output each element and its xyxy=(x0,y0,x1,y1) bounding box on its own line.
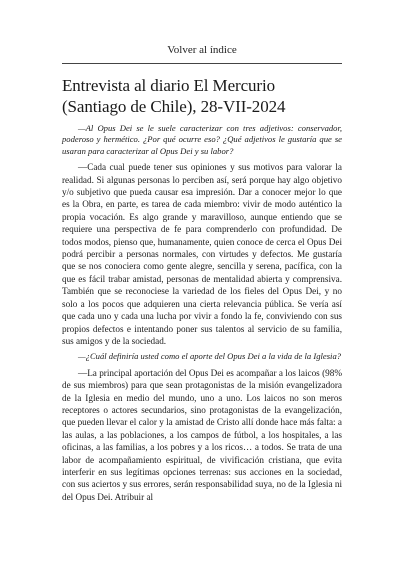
interview-question-1: —Al Opus Dei se le suele caracterizar con tres adjetivos: conservador, poderoso y hermético. ¿Por qué ocurre eso? ¿Qué adjetivos le gustaría que se usaran para caracterizar al Opus Dei y su labor? xyxy=(62,123,342,156)
header-divider xyxy=(62,63,342,64)
article-title: Entrevista al diario El Mercurio (Santiago de Chile), 28-VII-2024 xyxy=(62,76,286,116)
interview-question-2: —¿Cuál definiría usted como el aporte del Opus Dei a la vida de la Iglesia? xyxy=(78,351,342,362)
interview-answer-2: —La principal aportación del Opus Dei es acompañar a los laicos (98% de sus miembros) para que sean protagonistas de la misión evangelizadora de la Iglesia en medio del mundo, uno a uno. Los laicos no son meros receptores o actores secundarios, sino protagonistas de la evangelización, que pueden llevar el calor y la amistad de Cristo allí donde hace más falta: a las aulas, a las poblaciones, a los campos de fútbol, a los hospitales, a las oficinas, a las familias, a los pobres y a los ricos… a todos. Se trata de una labor de acompañamiento espiritual, de vivificación cristiana, que evita interferir en sus legítimas opciones terrenas: sus acciones en la sociedad, con sus aciertos y sus errores, serán responsabilidad suya, no de la Iglesia ni del Opus Dei. Atribuir al xyxy=(62,367,342,502)
back-to-index-link[interactable]: Volver al índice xyxy=(167,44,237,56)
interview-answer-1: —Cada cual puede tener sus opiniones y sus motivos para valorar la realidad. Si algunas personas lo perciben así, será porque hay algo objetivo y/o subjetivo que pueda causar esa impresión. Dar a conocer mejor lo que es la Obra, en parte, es tarea de cada miembro: vivir de modo auténtico la propia vocación. Es algo grande y maravilloso, aunque entiendo que se requiere una perspectiva de fe para comprenderlo con profundidad. De todos modos, pienso que, humanamente, quien conoce de cerca el Opus Dei podrá percibir a personas normales, con virtudes y defectos. Me gustaría que se nos conociera como gente alegre, sencilla y serena, pacífica, con la que es fácil trabar amistad, personas de mentalidad abierta y comprensiva. También que se reconociese la variedad de los fieles del Opus Dei, y no solo a los pocos que adquieren una cierta relevancia pública. Se vería así que cada uno y cada una lucha por vivir a fondo la fe, conviviendo con sus propios defectos e intentando poner sus talentos al servicio de su familia, sus amigos y de la sociedad. xyxy=(62,162,342,346)
